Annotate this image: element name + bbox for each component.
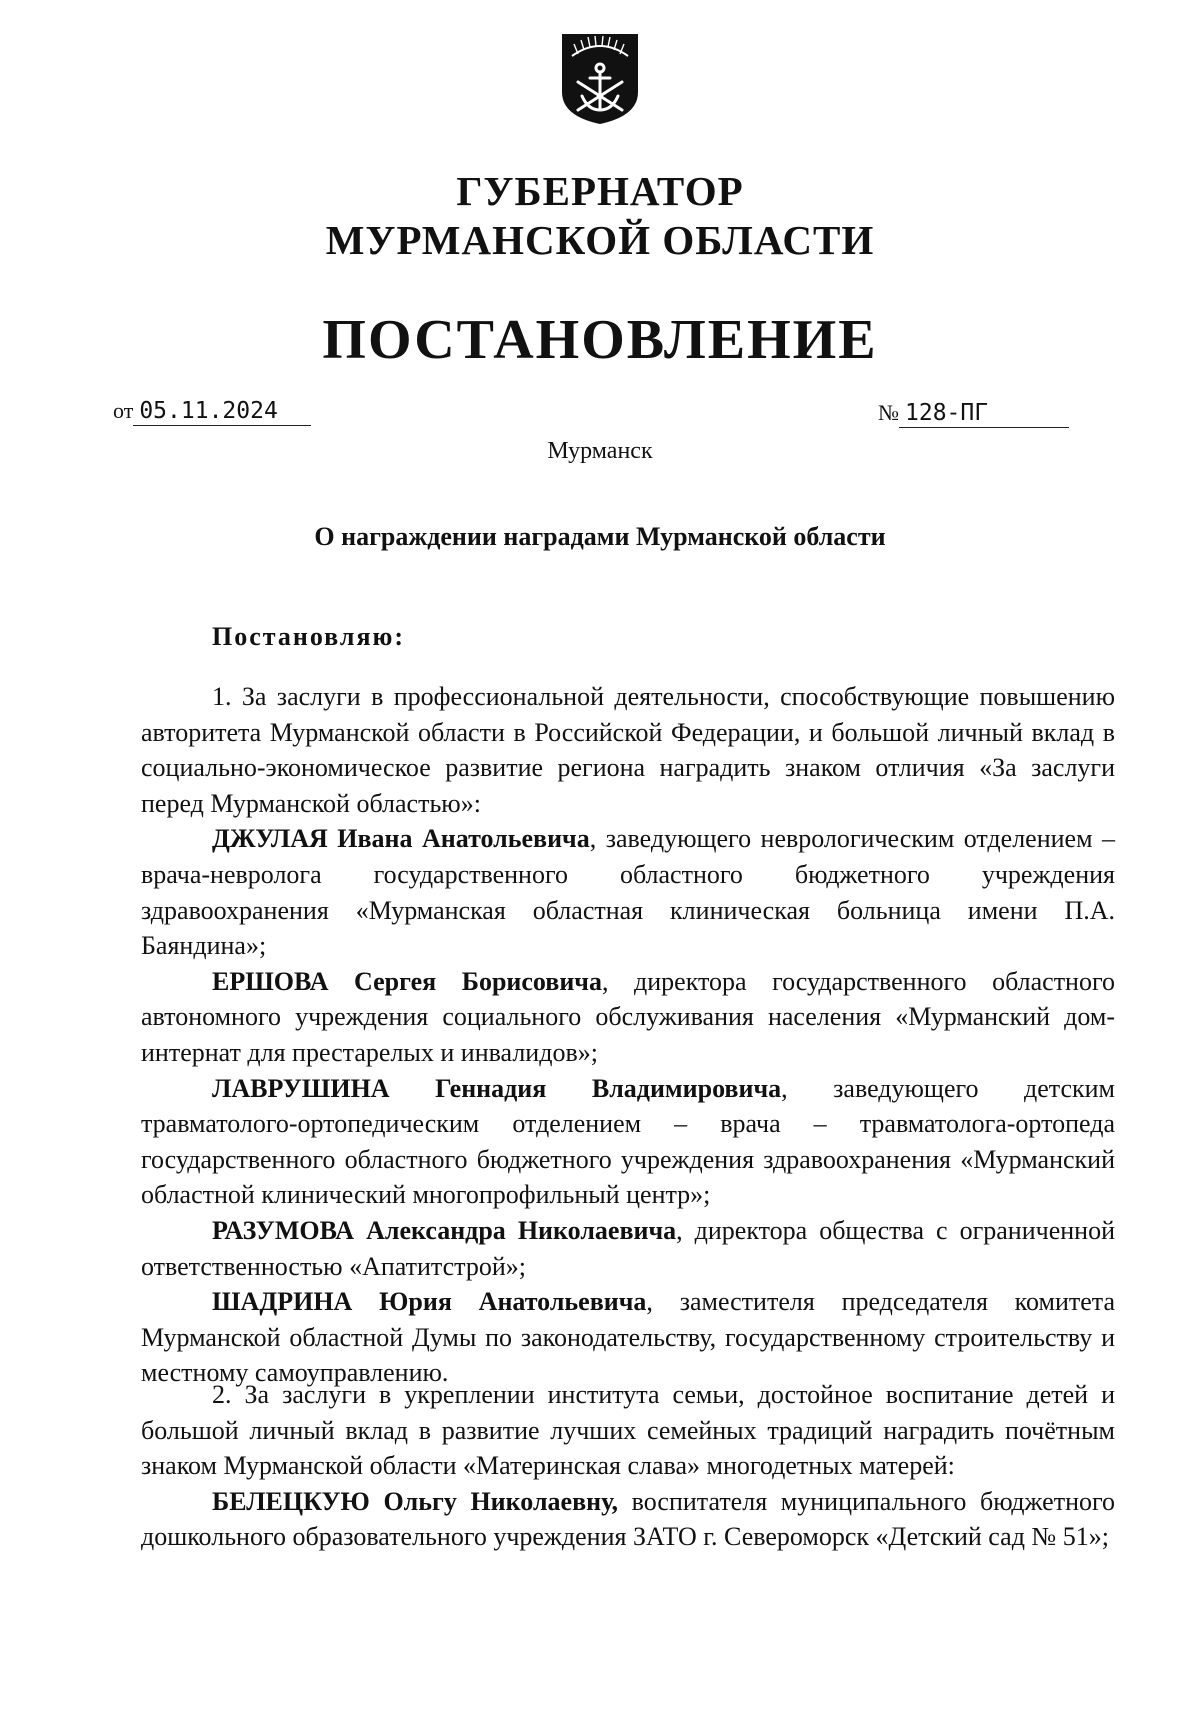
- awardee-position: , заместителя председателя комитета Мурманской областной Думы по законодательству, государственному строительству и местному самоуправлению.: [141, 1287, 1115, 1388]
- date-block: [113, 398, 311, 426]
- awardee-name: РАЗУМОВА Александра Николаевича: [212, 1215, 677, 1245]
- awardee-paragraph: [141, 964, 1115, 1071]
- document-type: ПОСТАНОВЛЕНИЕ: [322, 309, 878, 371]
- section-1-intro: 1. За заслуги в профессиональной деятельности, способствующие повышению авторитета Мурманской области в Российской Федерации, и большой личный вклад в социально-экономическое развитие региона наградить знаком отличия «За заслуги перед Мурманской областью»:: [141, 682, 1115, 818]
- awardee-paragraph: [141, 1071, 1115, 1213]
- awardee-name: БЕЛЕЦКУЮ Ольгу Николаевну,: [212, 1486, 619, 1516]
- awardee-paragraph: [141, 1213, 1115, 1284]
- awardee-position: воспитателя муниципального бюджетного дошкольного образовательного учреждения ЗАТО г. Североморск «Детский сад № 51»;: [141, 1486, 1115, 1552]
- authority-line-2: МУРМАНСКОЙ ОБЛАСТИ: [325, 217, 875, 263]
- awardee-position: , директора государственного областного автономного учреждения социального обслуживания населения «Мурманский дом-интернат для престарелых и инвалидов»;: [141, 966, 1115, 1067]
- awardee-name: ЛАВРУШИНА Геннадия Владимировича: [212, 1073, 782, 1103]
- awardee-position: , заведующего детским травматолого-ортопедическим отделением – врача – травматолога-ортопеда государственного областного бюджетного учреждения здравоохранения «Мурманский областной клинический многопрофильный центр»;: [141, 1073, 1115, 1210]
- document-title: О награждении наградами Мурманской области: [314, 522, 886, 551]
- section-2-intro: 2. За заслуги в укреплении института семьи, достойное воспитание детей и большой личный вклад в развитие лучших семейных традиций наградить почётным знаком Мурманской области «Материнская слава» многодетных матерей:: [141, 1380, 1115, 1481]
- awardee-position: , заведующего неврологическим отделением – врача-невролога государственного областного бюджетного учреждения здравоохранения «Мурманская областная клиническая больница имени П.А. Баяндина»;: [141, 824, 1115, 961]
- decree-word: Постановляю:: [212, 622, 406, 651]
- awardee-name: ЕРШОВА Сергея Борисовича: [212, 966, 602, 996]
- coat-of-arms-icon: [558, 30, 642, 126]
- section-2: [141, 1377, 1115, 1555]
- awardee-paragraph: [141, 1484, 1115, 1555]
- awardee-paragraph: [141, 821, 1115, 963]
- awardee-name: ДЖУЛАЯ Ивана Анатольевича: [212, 824, 590, 854]
- awardee-paragraph: [141, 1284, 1115, 1391]
- date-prefix: от: [113, 398, 134, 423]
- number-prefix: №: [878, 400, 899, 425]
- number-block: [878, 400, 1069, 428]
- awardee-position: , директора общества с ограниченной ответственностью «Апатитстрой»;: [141, 1215, 1115, 1281]
- document-date: 05.11.2024: [133, 398, 311, 426]
- awardee-name: ШАДРИНА Юрия Анатольевича: [212, 1287, 647, 1317]
- document-number: 128-ПГ: [899, 400, 1069, 428]
- authority-line-1: ГУБЕРНАТОР: [456, 168, 744, 214]
- section-1: [141, 679, 1115, 1391]
- city: Мурманск: [547, 438, 653, 464]
